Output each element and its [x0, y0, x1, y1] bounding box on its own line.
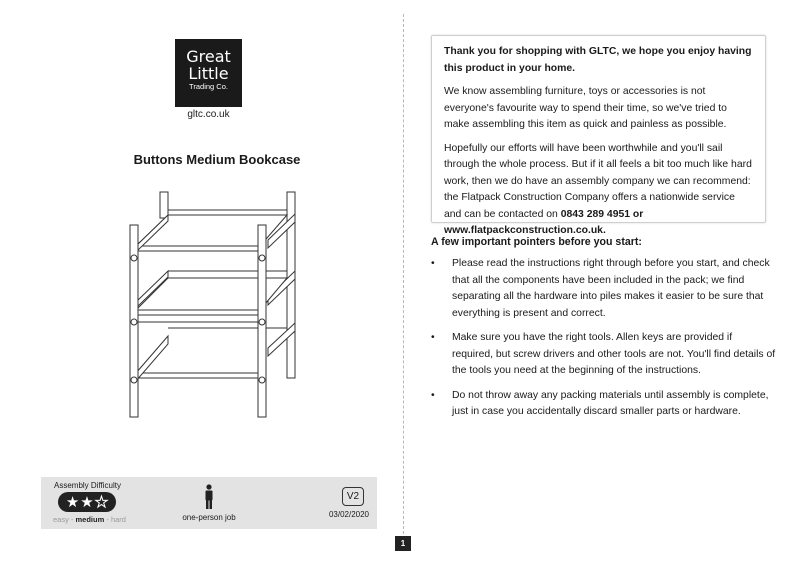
logo-line-2: Little [188, 64, 229, 83]
service-end: . [602, 225, 606, 236]
scale-hard: hard [110, 515, 126, 524]
service-or: or [630, 208, 644, 220]
one-person-job-label: one-person job [182, 513, 236, 522]
pointers-list [431, 256, 776, 429]
service-phone: 0843 289 4951 [560, 208, 631, 220]
difficulty-label: Assembly Difficulty [54, 481, 121, 490]
pointers-heading: A few important pointers before you start: [431, 236, 642, 248]
assembly-intro-paragraph: We know assembling furniture, toys or accessories is not everyone's favourite way to spend their time, so we've tried to make assembling this item as quick and painless as possible. [444, 86, 727, 130]
version-badge: V2 [342, 487, 364, 506]
scale-separator: - [104, 515, 111, 524]
list-item: • Please read the instructions right through before you start, and check that all the components have been included in the pack; we find separating all the hardware into piles makes it easier to be sure that everything is present and correct. [431, 256, 776, 322]
thank-you-box [431, 35, 766, 236]
service-text: Hopefully our efforts will have been worthwhile and you'll sail through the whole process. But if it all feels a bit too much like hard work, then we do have an assembly company we can recommend: the Flatpack Construction Company offers a nationwide service and can be contacted on [444, 142, 752, 220]
bookcase-illustration [120, 188, 310, 420]
service-url: www.flatpackconstruction.co.uk [444, 225, 603, 236]
difficulty-rating [58, 492, 116, 512]
product-info-footer [41, 477, 377, 529]
scale-medium: medium [75, 515, 105, 524]
list-item: • Make sure you have the right tools. Allen keys are provided if required, but screw drivers and other tools are not. You'll find details of the tools you need at the beginning of the instructions. [431, 330, 776, 380]
person-icon [201, 484, 217, 510]
right-page [404, 0, 808, 568]
document-date: 03/02/2020 [328, 510, 370, 519]
list-item: • Do not throw away any packing materials until assembly is complete, just in case you accidentally discard smaller parts or hardware. [431, 388, 776, 421]
difficulty-scale [53, 515, 126, 524]
page-number: 1 [395, 536, 411, 551]
thank-you-lead: Thank you for shopping with GLTC, we hope you enjoy having this product in your home. [444, 46, 752, 74]
scale-separator: - [68, 515, 76, 524]
product-title: Buttons Medium Bookcase [133, 152, 301, 167]
logo-line-3: Trading Co. [189, 82, 228, 91]
scale-easy: easy [53, 515, 69, 524]
assembly-service-paragraph [444, 141, 755, 240]
gltc-logo [175, 39, 242, 107]
logo-line-1: Great [186, 47, 231, 66]
website-text: gltc.co.uk [187, 109, 230, 120]
star-filled-icon: ★ [80, 493, 94, 511]
star-empty-icon: ★ [94, 493, 109, 511]
star-filled-icon: ★ [65, 493, 80, 511]
